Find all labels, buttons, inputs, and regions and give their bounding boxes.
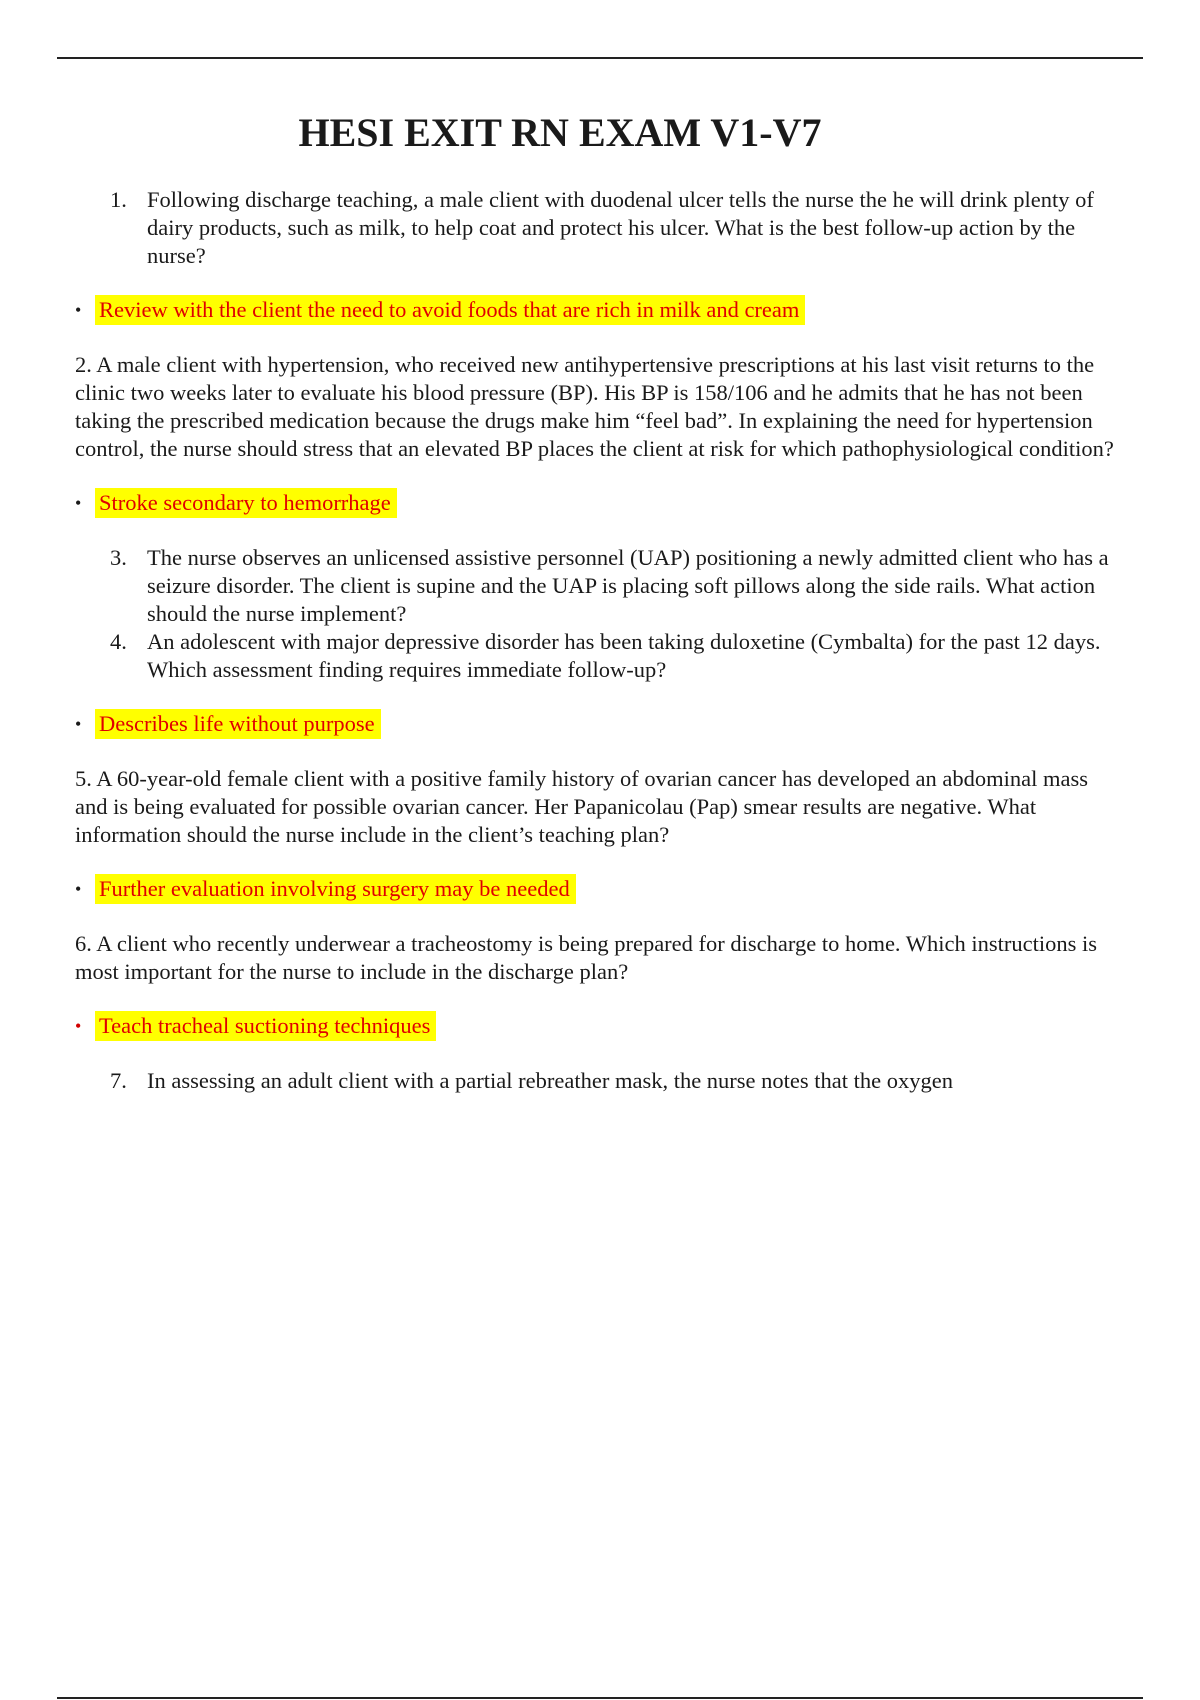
bullet-icon: • — [75, 714, 82, 734]
highlighted-answer: Review with the client the need to avoid foods that are rich in milk and cream — [95, 295, 805, 325]
highlighted-answer: Teach tracheal suctioning techniques — [95, 1011, 436, 1041]
answer-6 — [75, 1011, 1120, 1041]
bullet-icon: • — [75, 493, 82, 513]
question-text: An adolescent with major depressive disorder has been taking duloxetine (Cymbalta) for the past 12 days. Which assessment finding requires immediate follow-up? — [147, 629, 1101, 682]
bullet-icon: • — [75, 879, 82, 899]
answer-5 — [75, 874, 1120, 904]
question-text: Following discharge teaching, a male client with duodenal ulcer tells the nurse the he will drink plenty of dairy products, such as milk, to help coat and protect his ulcer. What is the best follow-up action by the nurse? — [147, 187, 1094, 268]
document-body — [75, 186, 1120, 1095]
question-4 — [75, 628, 1120, 684]
question-5: 5. A 60-year-old female client with a positive family history of ovarian cancer has developed an abdominal mass and is being evaluated for possible ovarian cancer. Her Papanicolau (Pap) smear results are negative. What information should the nurse include in the client’s teaching plan? — [75, 766, 1088, 847]
highlighted-answer: Further evaluation involving surgery may be needed — [95, 874, 576, 904]
question-1 — [75, 186, 1120, 270]
question-6: 6. A client who recently underwear a tracheostomy is being prepared for discharge to home. Which instructions is most important for the nurse to include in the discharge plan? — [75, 931, 1098, 984]
question-text: In assessing an adult client with a partial rebreather mask, the nurse notes that the oxygen — [147, 1068, 954, 1093]
page-title: HESI EXIT RN EXAM V1-V7 — [298, 110, 822, 155]
question-7 — [75, 1067, 1120, 1095]
top-rule — [57, 57, 1143, 59]
answer-1 — [75, 295, 1120, 325]
question-3 — [75, 544, 1120, 628]
highlighted-answer: Stroke secondary to hemorrhage — [95, 488, 397, 518]
question-number: 3. — [110, 545, 127, 570]
question-2: 2. A male client with hypertension, who received new antihypertensive prescriptions at his last visit returns to the clinic two weeks later to evaluate his blood pressure (BP). His BP is 158/106 and he admits that he has not been taking the prescribed medication because the drugs make him “feel bad”. In explaining the need for hypertension control, the nurse should stress that an elevated BP places the client at risk for which pathophysiological condition? — [75, 352, 1114, 461]
bullet-icon: • — [75, 300, 82, 320]
highlighted-answer: Describes life without purpose — [95, 709, 381, 739]
question-number: 1. — [110, 187, 127, 212]
bottom-rule — [57, 1697, 1143, 1699]
question-number: 4. — [110, 629, 127, 654]
bullet-icon: • — [75, 1016, 82, 1036]
question-text: The nurse observes an unlicensed assistive personnel (UAP) positioning a newly admitted client who has a seizure disorder. The client is supine and the UAP is placing soft pillows along the side rails. What action should the nurse implement? — [147, 545, 1109, 626]
answer-4 — [75, 709, 1120, 739]
answer-2 — [75, 488, 1120, 518]
question-number: 7. — [110, 1068, 127, 1093]
